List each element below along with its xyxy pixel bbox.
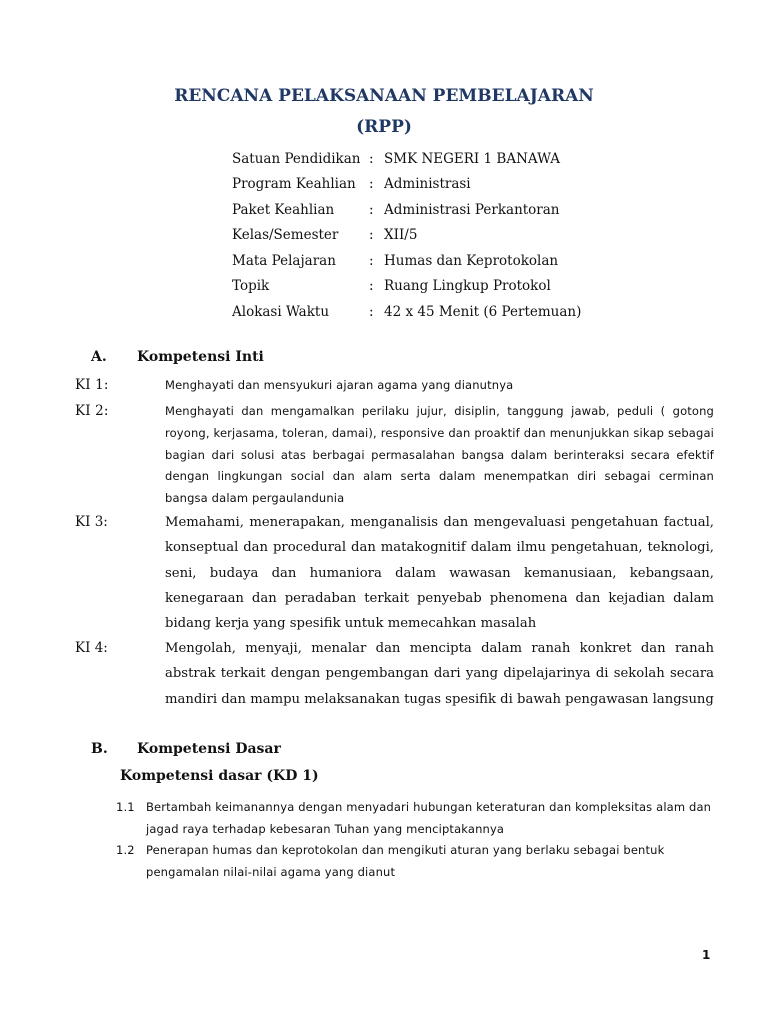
info-value: Administrasi Perkantoran bbox=[384, 201, 560, 218]
kd-number: 1.2 bbox=[116, 843, 135, 857]
info-value: SMK NEGERI 1 BANAWA bbox=[384, 150, 561, 167]
document-title: RENCANA PELAKSANAAN PEMBELAJARAN bbox=[174, 86, 594, 106]
info-row bbox=[232, 146, 581, 172]
ki-item bbox=[75, 510, 714, 636]
ki-text: Memahami, menerapakan, menganalisis dan mengevaluasi pengetahuan factual, konseptual dan procedural dan matakognitif dalam ilmu pengetahuan, teknologi, seni, budaya dan humaniora dalam wawasan kemanusiaan, kebangsaan, kenegaraan dan peradaban terkait penyebab phenomena dan kejadian dalam bidang kerja yang spesifik untuk memecahkan masalah bbox=[165, 515, 714, 632]
kd-subheading: Kompetensi dasar (KD 1) bbox=[120, 768, 319, 784]
kd-number: 1.1 bbox=[116, 800, 135, 814]
ki-text: Menghayati dan mensyukuri ajaran agama yang dianutnya bbox=[165, 378, 514, 392]
page-number: 1 bbox=[702, 948, 711, 962]
info-value: XII/5 bbox=[384, 227, 418, 244]
ki-number: KI 4: bbox=[75, 640, 108, 656]
info-label: Program Keahlian bbox=[232, 176, 356, 193]
section-title: Kompetensi Dasar bbox=[137, 741, 281, 757]
info-colon: : bbox=[369, 278, 374, 295]
kd-item bbox=[116, 840, 716, 883]
info-value: Administrasi bbox=[384, 176, 471, 193]
ki-item bbox=[75, 375, 714, 397]
ki-number: KI 3: bbox=[75, 514, 108, 530]
ki-number: KI 2: bbox=[75, 403, 109, 419]
info-value: 42 x 45 Menit (6 Pertemuan) bbox=[384, 303, 582, 320]
info-colon: : bbox=[369, 150, 374, 167]
kd-text: Penerapan humas dan keprotokolan dan mengikuti aturan yang berlaku sebagai bentuk pengamalan nilai-nilai agama yang dianut bbox=[146, 843, 665, 879]
kd-item bbox=[116, 797, 716, 840]
identity-table bbox=[232, 146, 581, 325]
info-label: Mata Pelajaran bbox=[232, 252, 336, 269]
ki-item bbox=[75, 636, 714, 712]
info-value: Humas dan Keprotokolan bbox=[384, 252, 559, 269]
info-row bbox=[232, 197, 581, 223]
info-row bbox=[232, 248, 581, 274]
section-letter: A. bbox=[91, 349, 107, 365]
info-colon: : bbox=[369, 252, 374, 269]
section-letter: B. bbox=[91, 741, 108, 757]
info-colon: : bbox=[369, 303, 374, 320]
kd-text: Bertambah keimanannya dengan menyadari hubungan keteraturan dan kompleksitas alam dan jagad raya terhadap kebesaran Tuhan yang menciptakannya bbox=[146, 800, 712, 836]
ki-text: Mengolah, menyaji, menalar dan mencipta dalam ranah konkret dan ranah abstrak terkait dengan pengembangan dari yang dipelajarinya di sekolah secara mandiri dan mampu melaksanakan tugas spesifik di bawah pengawasan langsung bbox=[165, 641, 714, 707]
section-title: Kompetensi Inti bbox=[137, 349, 264, 365]
info-row bbox=[232, 223, 581, 249]
ki-text: Menghayati dan mengamalkan perilaku jujur, disiplin, tanggung jawab, peduli ( gotong royong, kerjasama, toleran, damai), responsive dan proaktif dan menunjukkan sikap sebagai bagian dari solusi atas berbagai permasalahan bangsa dalam berinteraksi secara efektif dengan lingkungan social dan alam serta dalam menempatkan diri sebagai cerminan bangsa dalam pergaulandunia bbox=[165, 404, 714, 506]
info-row bbox=[232, 299, 581, 325]
info-label: Paket Keahlian bbox=[232, 201, 335, 218]
info-colon: : bbox=[369, 227, 374, 244]
info-colon: : bbox=[369, 201, 374, 218]
info-label: Satuan Pendidikan bbox=[232, 150, 361, 167]
info-label: Topik bbox=[232, 278, 270, 295]
info-row bbox=[232, 274, 581, 300]
info-colon: : bbox=[369, 176, 374, 193]
info-row bbox=[232, 172, 581, 198]
ki-item bbox=[75, 401, 714, 510]
info-label: Alokasi Waktu bbox=[232, 303, 330, 320]
section-a-heading bbox=[91, 349, 264, 365]
ki-number: KI 1: bbox=[75, 377, 109, 393]
section-b-heading bbox=[91, 741, 281, 757]
info-label: Kelas/Semester bbox=[232, 227, 339, 244]
info-value: Ruang Lingkup Protokol bbox=[384, 278, 551, 295]
document-subtitle: (RPP) bbox=[356, 117, 412, 137]
